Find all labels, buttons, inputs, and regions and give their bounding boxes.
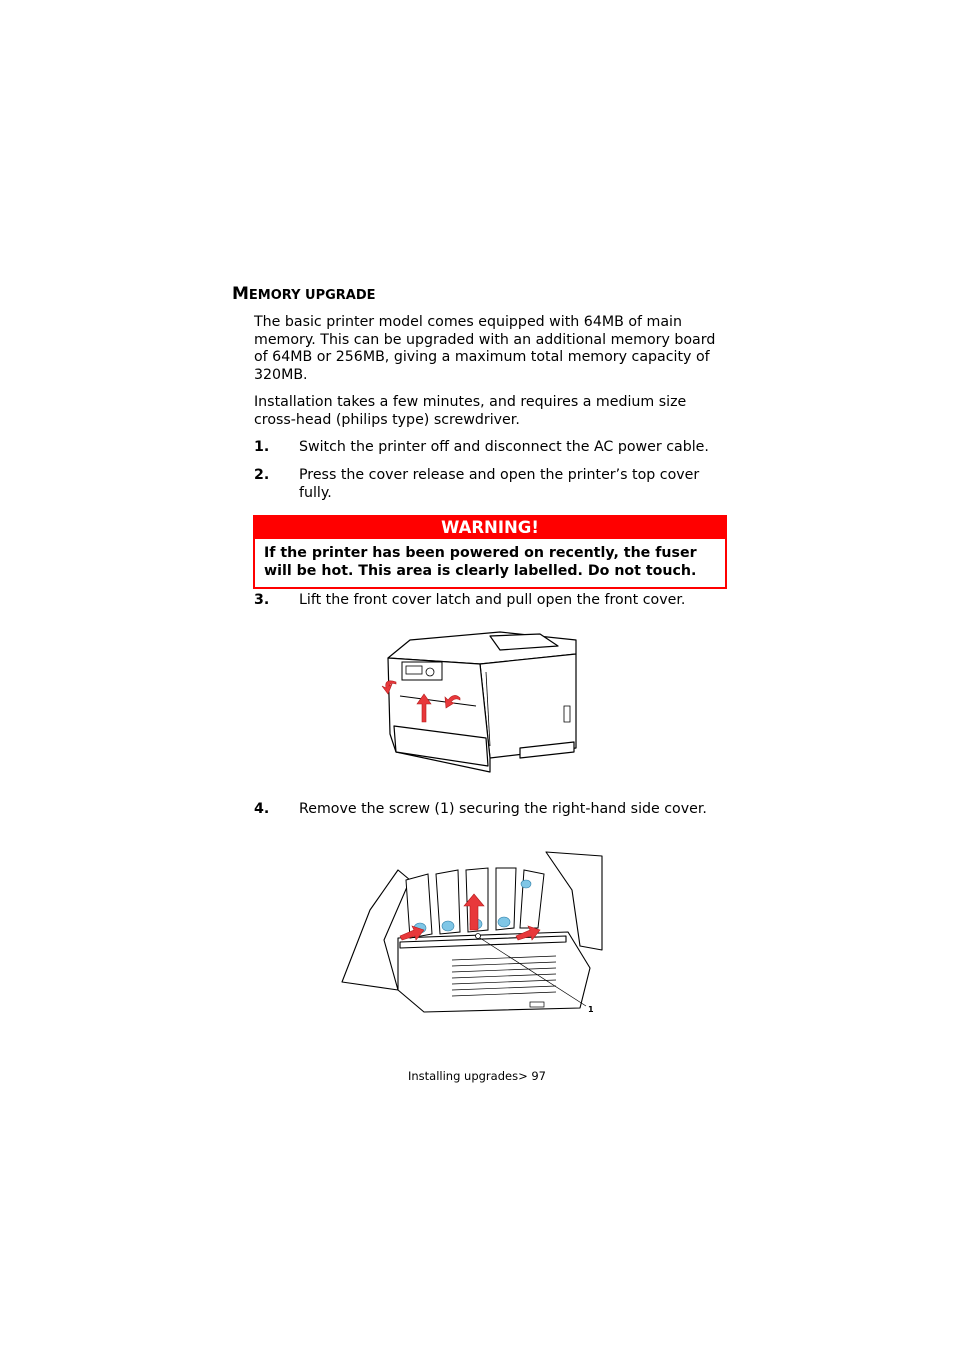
heading-initial: M <box>232 284 249 304</box>
printer-open-illustration <box>340 850 606 1022</box>
step-4-number: 4. <box>254 801 270 817</box>
step-2-number: 2. <box>254 467 270 483</box>
page-footer: Installing upgrades> 97 <box>407 1069 546 1083</box>
heading-rest: EMORY UPGRADE <box>248 288 376 303</box>
warning-title: WARNING! <box>255 517 725 539</box>
warning-text: If the printer has been powered on recently, the fuser will be hot. This area is clearly labelled. Do not touch. <box>264 545 697 579</box>
printer-front-illustration <box>380 626 580 778</box>
warning-box <box>253 515 727 589</box>
screw-callout-label: 1 <box>588 1005 594 1014</box>
section-heading <box>232 284 376 304</box>
step-1-text: Switch the printer off and disconnect the AC power cable. <box>299 439 709 455</box>
intro-paragraph-2: Installation takes a few minutes, and requires a medium size cross-head (philips type) screwdriver. <box>254 394 687 428</box>
step-1-number: 1. <box>254 439 270 455</box>
step-3-number: 3. <box>254 592 270 608</box>
step-4-text: Remove the screw (1) securing the right-hand side cover. <box>299 801 707 817</box>
intro-paragraph-1: The basic printer model comes equipped with 64MB of main memory. This can be upgraded with an additional memory board of 64MB or 256MB, giving a maximum total memory capacity of 320MB. <box>254 314 716 383</box>
step-2-text: Press the cover release and open the printer’s top cover fully. <box>299 467 700 501</box>
step-3-text: Lift the front cover latch and pull open the front cover. <box>299 592 686 608</box>
